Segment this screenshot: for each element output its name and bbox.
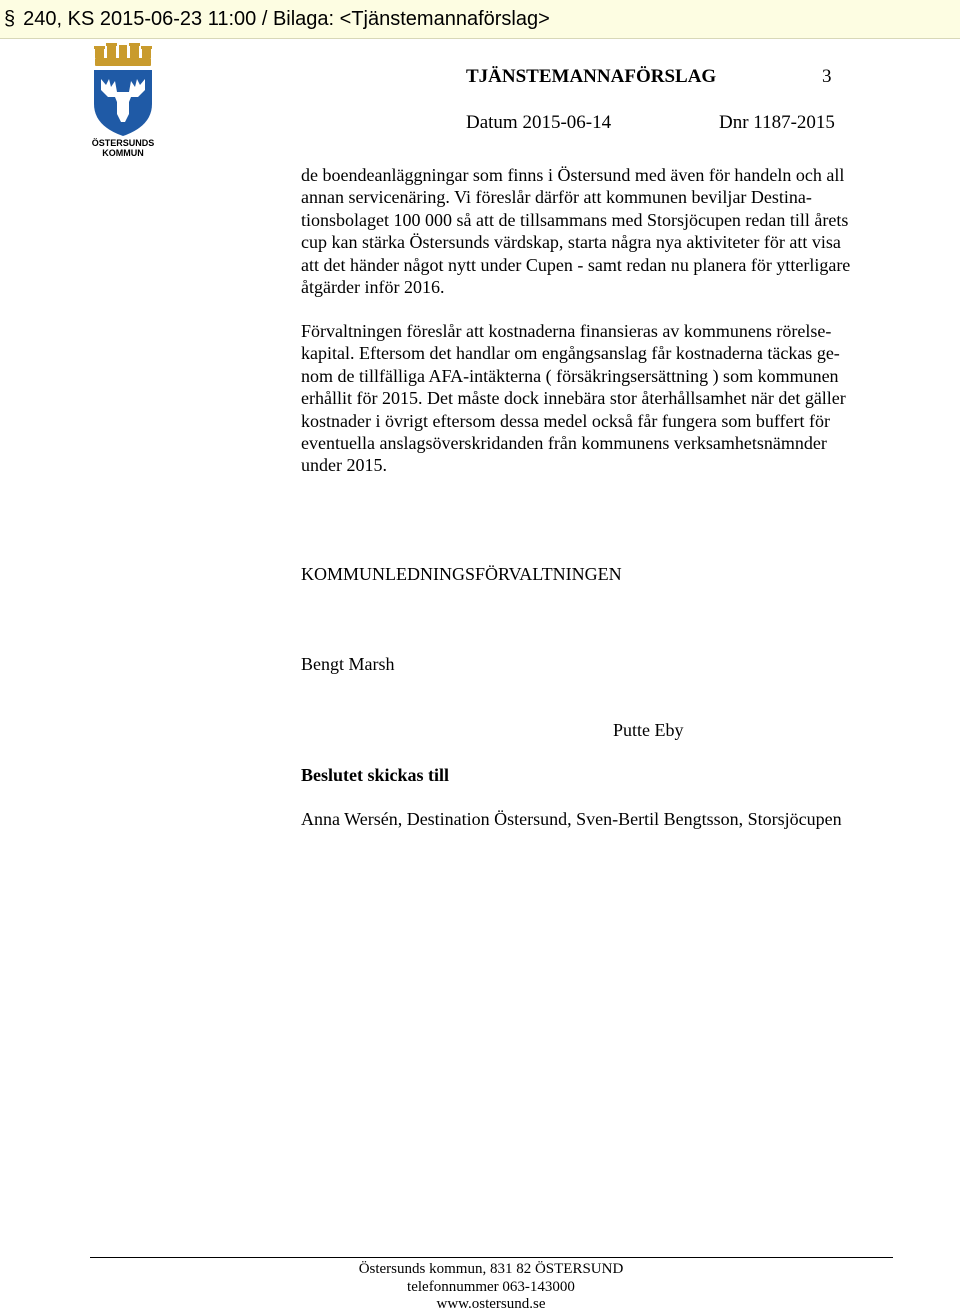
paragraph-line: under 2015. <box>301 455 387 476</box>
page-footer <box>0 1261 960 1314</box>
crown-icon <box>94 43 152 66</box>
decision-heading: Beslutet skickas till <box>301 765 450 785</box>
footer-address: Östersunds kommun, 831 82 ÖSTERSUND <box>358 1261 624 1277</box>
paragraph-line: kostnader i övrigt eftersom dessa medel också får fungera som buffert för <box>301 410 830 431</box>
ostersund-coat-of-arms-logo <box>92 42 154 158</box>
body-paragraph-1 <box>301 164 901 298</box>
paragraph-line: erhållit för 2015. Det måste dock innebära stor återhållsamhet när det gäller <box>301 388 846 409</box>
document-reference-number: Dnr 1187-2015 <box>719 112 835 133</box>
section-symbol: § <box>4 8 16 30</box>
paragraph-line: de boendeanläggningar som finns i Östersund med även för handeln och all <box>301 165 845 185</box>
paragraph-line: Förvaltningen föreslår att kostnaderna finansieras av kommunens rörelse- <box>301 321 832 341</box>
footer-phone: telefonnummer 063-143000 <box>407 1278 575 1295</box>
paragraph-line: att det händer något nytt under Cupen - samt redan nu planera för ytterligare <box>301 254 851 275</box>
department-name: KOMMUNLEDNINGSFÖRVALTNINGEN <box>301 564 622 584</box>
signer-name-2: Putte Eby <box>613 720 684 740</box>
body-paragraph-2 <box>301 320 901 477</box>
decision-recipients: Anna Wersén, Destination Östersund, Sven-Bertil Bengtsson, Storsjöcupen <box>301 809 842 829</box>
document-date: Datum 2015-06-14 <box>466 112 612 133</box>
document-title: 240, KS 2015-06-23 11:00 / Bilaga: <Tjänstemannaförslag> <box>23 8 550 30</box>
logo-name-line1: ÖSTERSUNDS <box>92 138 154 148</box>
paragraph-line: nom de tillfälliga AFA-intäkterna ( försäkringsersättning ) som kommunen <box>301 365 839 386</box>
footer-website: www.ostersund.se <box>436 1296 546 1312</box>
paragraph-line: eventuella anslagsöverskridanden från kommunens verksamhetsnämnder <box>301 433 827 454</box>
footer-divider <box>90 1257 893 1258</box>
page-number: 3 <box>822 66 832 87</box>
document-title-bar <box>0 0 960 39</box>
document-type-title: TJÄNSTEMANNAFÖRSLAG <box>466 66 717 87</box>
paragraph-line: kapital. Eftersom det handlar om engångsanslag får kostnaderna täckas ge- <box>301 343 840 364</box>
paragraph-line: åtgärder inför 2016. <box>301 277 445 298</box>
paragraph-line: annan servicenäring. Vi föreslår därför att kommunen beviljar Destina- <box>301 187 812 208</box>
logo-name-line2: KOMMUN <box>102 148 144 158</box>
paragraph-line: cup kan stärka Östersunds värdskap, starta några nya aktiviteter för att visa <box>301 232 841 253</box>
signer-name-1: Bengt Marsh <box>301 654 395 674</box>
paragraph-line: tionsbolaget 100 000 så att de tillsammans med Storsjöcupen redan till årets <box>301 209 849 230</box>
